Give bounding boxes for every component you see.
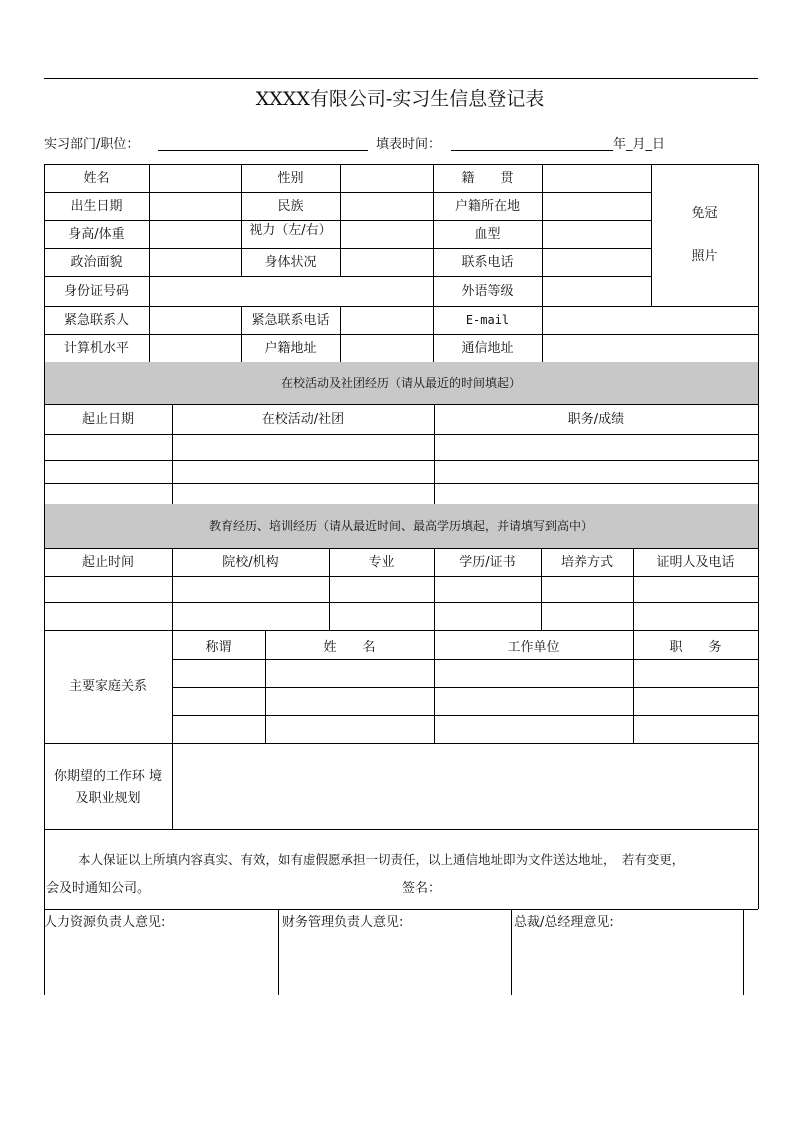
table-row[interactable] [44, 576, 758, 602]
table-row[interactable] [44, 602, 758, 630]
family-col-position: 职 务 [669, 639, 722, 655]
birth-field[interactable] [149, 192, 241, 220]
statement-line2: 会及时通知公司。 [46, 881, 151, 896]
birth-label: 出生日期 [70, 198, 123, 214]
table-row[interactable] [172, 715, 758, 743]
blood-type-label: 血型 [474, 226, 501, 242]
origin-field[interactable] [542, 164, 651, 192]
vision-label: 视力（左/右） [249, 222, 332, 238]
photo-label-line1: 免冠 [691, 205, 718, 221]
political-label: 政治面貌 [70, 254, 123, 270]
table-row[interactable] [44, 483, 758, 504]
language-field[interactable] [542, 276, 651, 306]
expectation-field[interactable] [172, 743, 758, 829]
height-weight-label: 身高/体重 [68, 226, 125, 242]
political-field[interactable] [149, 248, 241, 276]
gender-label: 性别 [277, 170, 304, 186]
emergency-phone-label: 紧急联系电话 [251, 312, 330, 328]
emergency-phone-field[interactable] [340, 306, 433, 334]
campus-col-activity: 在校活动/社团 [261, 411, 345, 427]
page-title: XXXX有限公司-实习生信息登记表 [255, 88, 545, 110]
family-col-name: 姓 名 [323, 639, 376, 655]
emergency-contact-field[interactable] [149, 306, 241, 334]
mail-addr-field[interactable] [542, 334, 758, 362]
expectation-label-line2: 及职业规划 [75, 790, 141, 806]
phone-label: 联系电话 [461, 254, 514, 270]
computer-field[interactable] [149, 334, 241, 362]
dept-label: 实习部门/职位： [44, 137, 140, 152]
family-col-relation: 称谓 [205, 639, 232, 655]
emergency-contact-label: 紧急联系人 [63, 312, 129, 328]
expectation-label-line1: 你期望的工作环 境 [53, 768, 163, 784]
ethnicity-label: 民族 [277, 198, 304, 214]
origin-label: 籍 贯 [461, 170, 514, 186]
computer-label: 计算机水平 [63, 340, 129, 356]
edu-col-reference: 证明人及电话 [656, 554, 735, 570]
blood-type-field[interactable] [542, 220, 651, 248]
table-row[interactable] [44, 460, 758, 483]
mail-addr-label: 通信地址 [461, 340, 514, 356]
top-rule [44, 78, 758, 79]
health-label: 身体状况 [264, 254, 317, 270]
household-addr-field[interactable] [340, 334, 433, 362]
household-reg-label: 户籍所在地 [454, 198, 520, 214]
vision-field[interactable] [340, 220, 433, 248]
campus-col-date: 起止日期 [81, 411, 134, 427]
family-col-employer: 工作单位 [507, 639, 560, 655]
finance-opinion-label: 财务管理负责人意见: [282, 915, 404, 930]
edu-col-degree: 学历/证书 [459, 554, 516, 570]
health-field[interactable] [340, 248, 433, 276]
height-weight-field[interactable] [149, 220, 241, 248]
edu-col-major: 专业 [368, 554, 395, 570]
name-field[interactable] [149, 164, 241, 192]
gm-opinion-label: 总裁/总经理意见: [514, 915, 614, 930]
date-suffix: 年_月_日 [613, 137, 666, 152]
statement-line1: 本人保证以上所填内容真实、有效，如有虚假愿承担一切责任，以上通信地址即为文件送达地址， 若有变更， [78, 852, 685, 867]
table-row[interactable] [172, 687, 758, 715]
campus-section-title: 在校活动及社团经历（请从最近的时间填起） [280, 375, 521, 390]
date-field[interactable] [451, 150, 613, 151]
table-row[interactable] [44, 434, 758, 460]
photo-label-line2: 照片 [691, 248, 718, 264]
dept-field[interactable] [158, 150, 368, 151]
id-number-label: 身份证号码 [63, 283, 129, 299]
edu-col-school: 院校/机构 [222, 554, 279, 570]
hr-opinion-label: 人力资源负责人意见: [44, 915, 166, 930]
ethnicity-field[interactable] [340, 192, 433, 220]
email-field[interactable] [542, 306, 758, 334]
household-addr-label: 户籍地址 [264, 340, 317, 356]
education-section-title: 教育经历、培训经历（请从最近时间、最高学历填起，并请填写到高中） [208, 518, 593, 533]
edu-col-mode: 培养方式 [560, 554, 613, 570]
language-label: 外语等级 [461, 283, 514, 299]
table-row[interactable] [172, 659, 758, 687]
phone-field[interactable] [542, 248, 651, 276]
date-label: 填表时间： [376, 137, 442, 152]
campus-col-role: 职务/成绩 [567, 411, 625, 427]
edu-col-time: 起止时间 [81, 554, 134, 570]
email-label: E-mail [465, 312, 510, 327]
sign-label: 签名： [402, 881, 442, 896]
household-reg-field[interactable] [542, 192, 651, 220]
gender-field[interactable] [340, 164, 433, 192]
family-label: 主要家庭关系 [68, 679, 147, 694]
id-number-field[interactable] [149, 276, 433, 306]
name-label: 姓名 [83, 170, 110, 186]
